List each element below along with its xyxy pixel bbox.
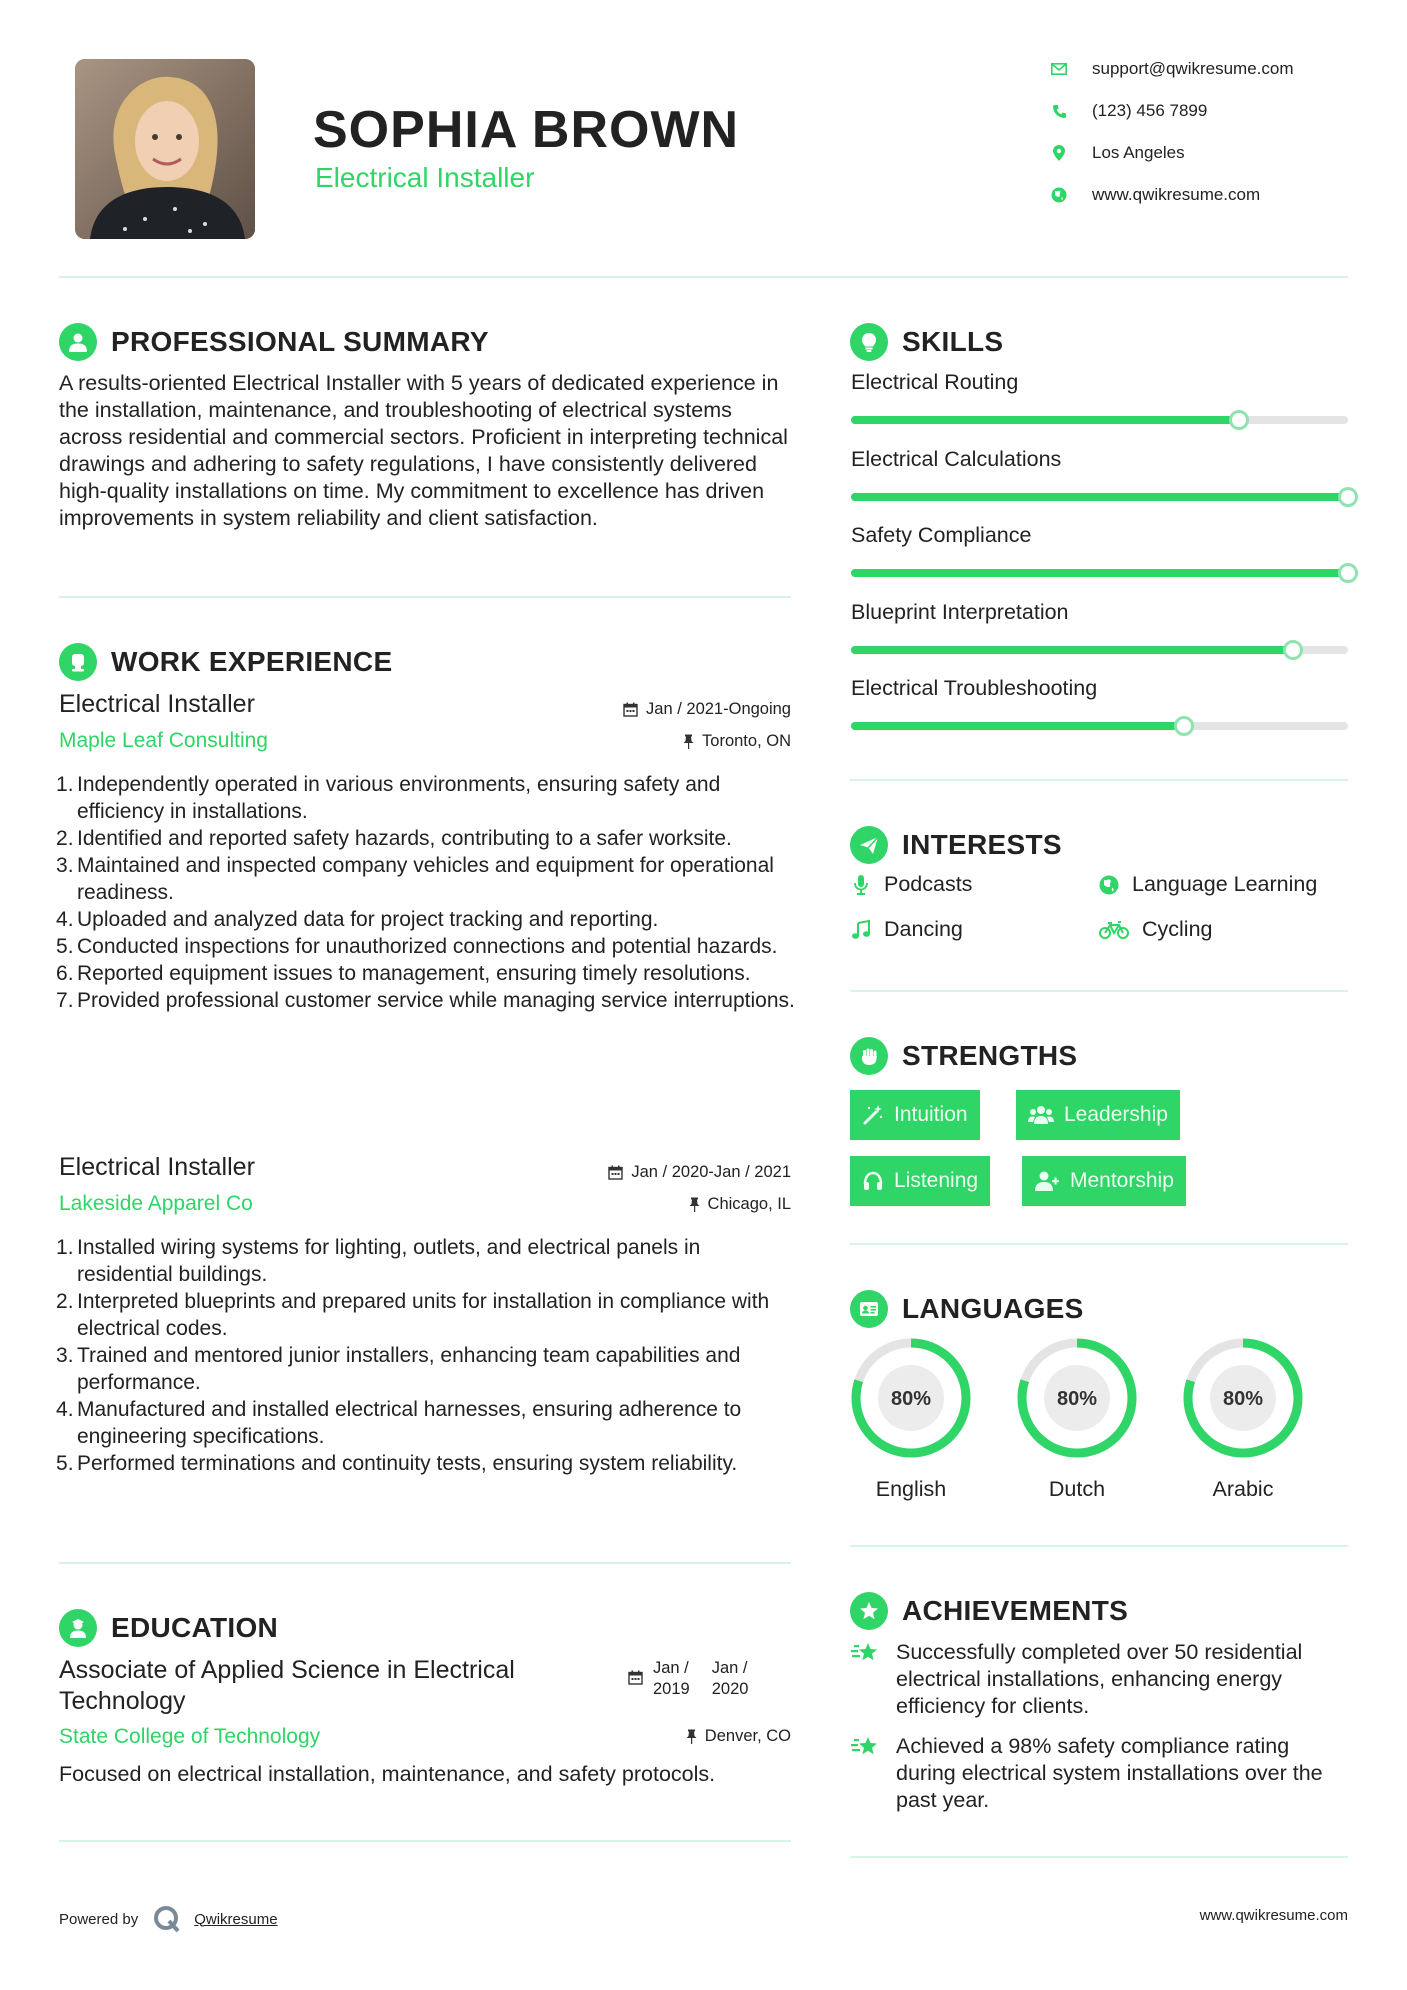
- job-2-date-text: Jan / 2020-Jan / 2021: [631, 1163, 791, 1181]
- education-heading: [59, 1608, 278, 1648]
- job-1-duties: [59, 771, 799, 1014]
- education-location-text: Denver, CO: [704, 1727, 791, 1745]
- skill-4-name: Blueprint Interpretation: [851, 600, 1069, 624]
- achievement-2-text: Achieved a 98% safety compliance rating during electrical system installations over the past year.: [896, 1734, 1323, 1812]
- list-item: Provided professional customer service while managing service interruptions.: [77, 989, 795, 1012]
- skill-3-fill: [851, 569, 1348, 577]
- interest-language-learning-label: Language Learning: [1132, 872, 1318, 896]
- list-item: Interpreted blueprints and prepared units for installation in compliance with electrical codes.: [77, 1290, 770, 1340]
- footer-brand-link[interactable]: Qwikresume: [194, 1910, 278, 1928]
- education-school: State College of Technology: [59, 1725, 321, 1748]
- job-1-date-text: Jan / 2021-Ongoing: [646, 700, 791, 718]
- list-item: Manufactured and installed electrical harnesses, ensuring adherence to engineering specifications.: [77, 1398, 742, 1448]
- skill-3-handle: [1338, 563, 1358, 583]
- user-icon: [59, 323, 97, 361]
- language-dutch-name: Dutch: [1048, 1477, 1106, 1501]
- skill-1-fill: [851, 416, 1239, 424]
- id-card-icon: [850, 1290, 888, 1328]
- language-english-ring: [850, 1337, 972, 1459]
- microphone-icon: [850, 874, 872, 896]
- skill-3-bar: [851, 569, 1348, 577]
- language-english: [850, 1337, 972, 1502]
- education-heading-text: EDUCATION: [111, 1612, 279, 1643]
- strength-leadership-label: Leadership: [1064, 1103, 1168, 1126]
- skill-1-bar: [851, 416, 1348, 424]
- job-1-company: Maple Leaf Consulting: [59, 729, 268, 752]
- qwikresume-logo-icon: [152, 1904, 182, 1934]
- fist-icon: [850, 1037, 888, 1075]
- education-start-month: Jan /: [653, 1659, 689, 1677]
- education-degree: Associate of Applied Science in Electrical Technology: [59, 1656, 515, 1715]
- language-arabic-percent: 80%: [1222, 1388, 1264, 1410]
- language-dutch-ring: [1016, 1337, 1138, 1459]
- phone-icon: [1050, 102, 1068, 120]
- strength-mentorship: [1022, 1156, 1186, 1206]
- achievements-heading: [850, 1591, 1128, 1631]
- pushpin-icon: [689, 1197, 700, 1212]
- footer-website[interactable]: www.qwikresume.com: [1199, 1907, 1348, 1924]
- contact-location-text: Los Angeles: [1092, 143, 1185, 162]
- language-dutch: [1016, 1337, 1138, 1502]
- interest-podcasts: [850, 872, 972, 897]
- contact-location: [1050, 141, 1350, 165]
- skill-4-bar: [851, 646, 1348, 654]
- strength-intuition-label: Intuition: [894, 1103, 968, 1126]
- skill-1-name: Electrical Routing: [851, 370, 1019, 394]
- experience-divider: [59, 1562, 791, 1564]
- list-item: Identified and reported safety hazards, contributing to a safer worksite.: [77, 827, 732, 850]
- achievement-1-text: Successfully completed over 50 residential electrical installations, enhancing energy efficiency for clients.: [896, 1640, 1303, 1718]
- strengths-divider: [850, 1243, 1348, 1245]
- interest-dancing: [850, 917, 963, 942]
- experience-heading: [59, 642, 392, 682]
- skill-2-bar: [851, 493, 1348, 501]
- list-item: Uploaded and analyzed data for project tracking and reporting.: [77, 908, 659, 931]
- list-item: Conducted inspections for unauthorized connections and potential hazards.: [77, 935, 778, 958]
- achievements-heading-text: ACHIEVEMENTS: [902, 1595, 1129, 1626]
- strength-listening-label: Listening: [894, 1169, 979, 1192]
- headphones-icon: [862, 1170, 884, 1192]
- skills-divider: [850, 779, 1348, 781]
- graduate-icon: [59, 1609, 97, 1647]
- skill-2-name: Electrical Calculations: [851, 447, 1062, 471]
- shooting-star-icon: [850, 1639, 882, 1671]
- language-english-name: English: [875, 1477, 947, 1501]
- summary-text: A results-oriented Electrical Installer with 5 years of dedicated experience in the installation, maintenance, and troubleshooting of electrical systems across residential and commercial sectors. Proficient in interpreting technical drawings and adhering to safety regulations, I have consistently delivered high-quality installations on time. My commitment to excellence has driven improvements in system reliability and client satisfaction.: [59, 371, 788, 530]
- envelope-icon: [1050, 60, 1068, 78]
- skills-heading: [850, 322, 1003, 362]
- contact-phone[interactable]: [1050, 99, 1350, 123]
- contact-email[interactable]: [1050, 57, 1350, 81]
- education-dates: [628, 1658, 748, 1700]
- skill-2-fill: [851, 493, 1348, 501]
- globe-icon: [1098, 874, 1120, 896]
- skill-3-name: Safety Compliance: [851, 523, 1032, 547]
- education-end: [712, 1658, 749, 1700]
- skill-5-handle: [1174, 716, 1194, 736]
- strength-listening: [850, 1156, 990, 1206]
- globe-icon: [1050, 186, 1068, 204]
- language-arabic-ring: [1182, 1337, 1304, 1459]
- pushpin-icon: [683, 734, 694, 749]
- footer-powered-text: Powered by: [59, 1910, 139, 1928]
- list-item: Reported equipment issues to management, ensuring timely resolutions.: [77, 962, 751, 985]
- education-start: [653, 1658, 690, 1700]
- star-icon: [850, 1592, 888, 1630]
- user-plus-icon: [1034, 1170, 1060, 1192]
- skills-heading-text: SKILLS: [902, 326, 1004, 357]
- languages-divider: [850, 1545, 1348, 1547]
- summary-divider: [59, 596, 791, 598]
- interest-language-learning: [1098, 872, 1317, 897]
- skill-1-handle: [1229, 410, 1249, 430]
- summary-heading: [59, 322, 489, 362]
- header-divider: [59, 276, 1348, 278]
- contact-email-text: support@qwikresume.com: [1092, 59, 1294, 78]
- job-1-title: Electrical Installer: [59, 690, 255, 718]
- calendar-icon: [628, 1670, 643, 1685]
- job-2-duties: [59, 1234, 799, 1477]
- achievement-1: [850, 1639, 1350, 1720]
- candidate-name: SOPHIA BROWN: [313, 101, 740, 159]
- candidate-title: Electrical Installer: [315, 162, 535, 193]
- education-end-year: 2020: [711, 1680, 749, 1698]
- profile-photo: [75, 59, 255, 239]
- map-pin-icon: [1050, 144, 1068, 162]
- interest-podcasts-label: Podcasts: [884, 872, 973, 896]
- job-1-location: [491, 732, 791, 751]
- language-dutch-percent: 80%: [1056, 1388, 1098, 1410]
- job-2-date: [491, 1163, 791, 1182]
- paper-plane-icon: [850, 826, 888, 864]
- job-1-location-text: Toronto, ON: [702, 732, 791, 750]
- calendar-icon: [608, 1165, 623, 1180]
- job-2-title: Electrical Installer: [59, 1153, 255, 1181]
- pushpin-icon: [686, 1729, 697, 1744]
- language-english-percent: 80%: [890, 1388, 932, 1410]
- magic-wand-icon: [862, 1104, 884, 1126]
- briefcase-icon: [59, 643, 97, 681]
- list-item: Independently operated in various environments, ensuring safety and efficiency in installations.: [77, 773, 721, 823]
- interests-divider: [850, 990, 1348, 992]
- contact-website[interactable]: [1050, 183, 1350, 207]
- skill-2-handle: [1338, 487, 1358, 507]
- achievements-divider: [850, 1856, 1348, 1858]
- language-arabic-name: Arabic: [1212, 1477, 1274, 1501]
- skill-5-bar: [851, 722, 1348, 730]
- education-divider: [59, 1840, 791, 1842]
- education-description: Focused on electrical installation, maintenance, and safety protocols.: [59, 1762, 716, 1786]
- calendar-icon: [623, 702, 638, 717]
- interest-dancing-label: Dancing: [884, 917, 963, 941]
- education-location: [491, 1727, 791, 1746]
- languages-heading-text: LANGUAGES: [902, 1293, 1084, 1324]
- interest-cycling-label: Cycling: [1142, 917, 1213, 941]
- strength-intuition: [850, 1090, 980, 1140]
- footer-powered-by: [59, 1904, 278, 1934]
- contact-phone-text: (123) 456 7899: [1092, 101, 1208, 120]
- list-item: Maintained and inspected company vehicles and equipment for operational readiness.: [77, 854, 774, 904]
- music-note-icon: [850, 919, 872, 941]
- job-2-location-text: Chicago, IL: [707, 1195, 791, 1213]
- languages-heading: [850, 1289, 1084, 1329]
- bicycle-icon: [1098, 919, 1130, 941]
- interests-heading-text: INTERESTS: [902, 829, 1062, 860]
- skill-5-name: Electrical Troubleshooting: [851, 676, 1098, 700]
- strength-leadership: [1016, 1090, 1180, 1140]
- strengths-heading: [850, 1036, 1077, 1076]
- lightbulb-icon: [850, 323, 888, 361]
- users-icon: [1028, 1104, 1054, 1126]
- achievement-2: [850, 1733, 1350, 1814]
- strengths-heading-text: STRENGTHS: [902, 1040, 1078, 1071]
- summary-heading-text: PROFESSIONAL SUMMARY: [111, 326, 489, 357]
- skill-4-fill: [851, 646, 1293, 654]
- education-start-year: 2019: [653, 1680, 690, 1698]
- interest-cycling: [1098, 917, 1213, 942]
- list-item: Trained and mentored junior installers, enhancing team capabilities and performance.: [77, 1344, 741, 1394]
- contact-website-text: www.qwikresume.com: [1092, 185, 1261, 204]
- job-2-location: [491, 1195, 791, 1214]
- experience-heading-text: WORK EXPERIENCE: [111, 646, 393, 677]
- list-item: Installed wiring systems for lighting, outlets, and electrical panels in residential buildings.: [77, 1236, 701, 1286]
- strength-mentorship-label: Mentorship: [1070, 1169, 1174, 1192]
- education-end-month: Jan /: [711, 1659, 748, 1677]
- interests-heading: [850, 825, 1062, 865]
- skill-4-handle: [1283, 640, 1303, 660]
- skill-5-fill: [851, 722, 1184, 730]
- list-item: Performed terminations and continuity tests, ensuring system reliability.: [77, 1452, 738, 1475]
- language-arabic: [1182, 1337, 1304, 1502]
- job-2-company: Lakeside Apparel Co: [59, 1192, 253, 1215]
- shooting-star-icon: [850, 1733, 882, 1765]
- job-1-date: [491, 700, 791, 719]
